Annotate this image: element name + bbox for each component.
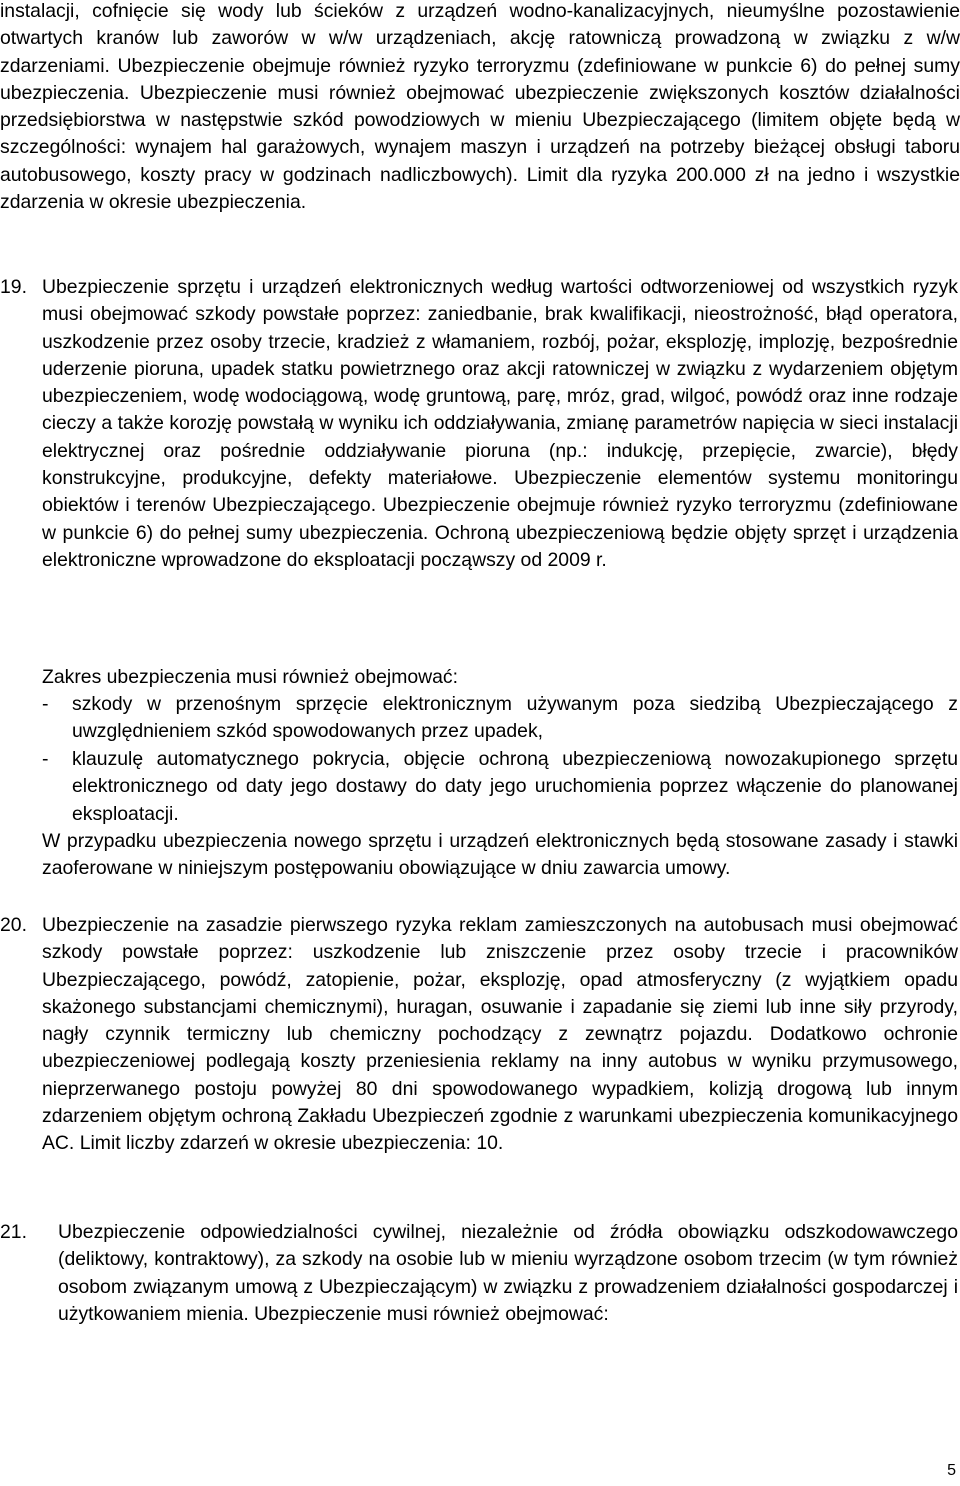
item-21-number: 21.	[0, 1221, 27, 1243]
item-19-bullet-1-text: szkody w przenośnym sprzęcie elektronicznym używanym poza siedzibą Ubezpieczającego z uwzględnieniem szkód spowodowanych przez upadek,	[72, 693, 958, 743]
item-19-closing: W przypadku ubezpieczenia nowego sprzętu i urządzeń elektronicznych będą stosowane zasady i stawki zaoferowane w niniejszym postępowaniu obowiązujące w dniu zawarcia umowy.	[42, 830, 958, 880]
item-20-number: 20.	[0, 914, 27, 936]
item-21-text: Ubezpieczenie odpowiedzialności cywilnej, niezależnie od źródła obowiązku odszkodowawczego (deliktowy, kontraktowy), za szkody na osobie lub w mieniu wyrządzone osobom trzecim (w tym również osobom związanym umową z Ubezpieczającym) w związku z prowadzeniem działalności gospodarczej i użytkowaniem mienia. Ubezpieczenie musi również obejmować:	[58, 1221, 958, 1325]
dash-bullet-mark: -	[42, 693, 49, 715]
item-20-text-block	[42, 912, 958, 1158]
dash-bullet-mark: -	[42, 748, 49, 770]
item-20-text: Ubezpieczenie na zasadzie pierwszego ryzyka reklam zamieszczonych na autobusach musi obejmować szkody powstałe poprzez: uszkodzenie lub zniszczenie przez osoby trzecie i pracowników Ubezpieczającego, powódź, zatopienie, pożar, eksplozję, opad atmosferyczny (z wyjątkiem opadu skażonego substancjami chemicznymi), huragan, osuwanie i zapadanie się ziemi lub inne siły przyrody, nagły czynnik termiczny lub chemiczny pochodzący z zewnątrz pojazdu. Dodatkowo ochronie ubezpieczeniowej podlegają koszty przeniesienia reklamy na inny autobus w wyniku przymusowego, nieprzerwanego postoju powyżej 80 dni spowodowanego wypadkiem, kolizją drogową lub innym zdarzeniem objętym ochroną Zakładu Ubezpieczeń zgodnie z warunkami ubezpieczenia komunikacyjnego AC. Limit liczby zdarzeń w okresie ubezpieczenia: 10.	[42, 914, 958, 1155]
item-19-bullet-2	[42, 746, 958, 831]
item-19-bullet-2-text: klauzulę automatycznego pokrycia, objęcie ochroną ubezpieczeniową nowozakupionego sprzętu elektronicznego od daty jego dostawy do daty jego uruchomienia poprzez włączenie do planowanej eksploatacji.	[72, 748, 958, 825]
item-19-scope-intro: Zakres ubezpieczenia musi również obejmować:	[42, 666, 459, 688]
continuation-paragraph-block	[0, 0, 960, 216]
item-21-text-block	[58, 1219, 958, 1328]
item-19-text-block	[42, 274, 958, 574]
continuation-paragraph: instalacji, cofnięcie się wody lub ścieków z urządzeń wodno-kanalizacyjnych, nieumyślne pozostawienie otwartych kranów lub zaworów w w/w urządzeniach, akcję ratowniczą prowadzoną w związku z w/w zdarzeniami. Ubezpieczenie obejmuje również ryzyko terroryzmu (zdefiniowane w punkcie 6) do pełnej sumy ubezpieczenia. Ubezpieczenie musi również obejmować ubezpieczenie zwiększonych kosztów działalności przedsiębiorstwa w następstwie szkód powodziowych w mieniu Ubezpieczającego (limitem objęte będą w szczególności: wynajem hal garażowych, wynajem maszyn i urządzeń na potrzeby bieżącej obsługi taboru autobusowego, koszty pracy w godzinach nadliczbowych). Limit dla ryzyka 200.000 zł na jedno i wszystkie zdarzenia w okresie ubezpieczenia.	[0, 0, 960, 214]
item-19-bullet-1	[42, 691, 958, 751]
item-19-number: 19.	[0, 276, 27, 298]
page-number: 5	[947, 1462, 956, 1479]
item-19-text: Ubezpieczenie sprzętu i urządzeń elektronicznych według wartości odtworzeniowej od wszystkich ryzyk musi obejmować szkody powstałe poprzez: zaniedbanie, brak kwalifikacji, nieostrożność, błąd operatora, uszkodzenie przez osoby trzecie, kradzież z włamaniem, rozbój, pożar, eksplozję, implozję, bezpośrednie uderzenie pioruna, upadek statku powietrznego oraz akcji ratowniczej w związku z wydarzeniem objętym ubezpieczeniem, wodę wodociągową, wodę gruntową, parę, mróz, grad, wilgoć, powódź oraz inne rodzaje cieczy a także korozję powstałą w wyniku ich oddziaływania, zmianę parametrów napięcia w sieci instalacji elektrycznej oraz pośrednie oddziaływanie pioruna (np.: indukcję, przepięcie, zwarcie), błędy konstrukcyjne, produkcyjne, defekty materiałowe. Ubezpieczenie elementów systemu monitoringu obiektów i terenów Ubezpieczającego. Ubezpieczenie obejmuje również ryzyko terroryzmu (zdefiniowane w punkcie 6) do pełnej sumy ubezpieczenia. Ochroną ubezpieczeniową będzie objęty sprzęt i urządzenia elektroniczne wprowadzone do eksploatacji począwszy od 2009 r.	[42, 276, 958, 571]
